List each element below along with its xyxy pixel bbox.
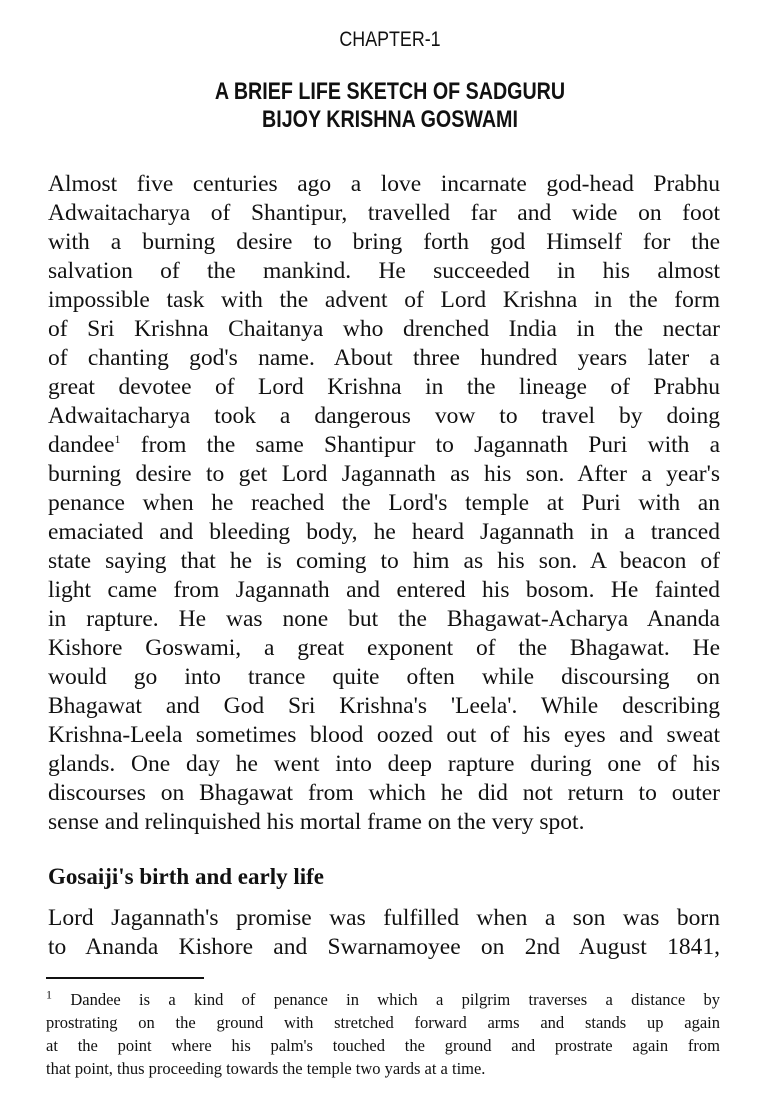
text-fragment: from the same Shantipur to Jagannath Puri with a xyxy=(140,432,721,458)
text-line: discourses on Bhagawat from which he did not return to outer xyxy=(48,780,720,806)
text-line: Krishna-Leela sometimes blood oozed out of his eyes and sweat xyxy=(48,722,720,748)
footnote-divider xyxy=(46,977,204,979)
text-line: burning desire to get Lord Jagannath as his son. After a year's xyxy=(48,461,720,487)
footnote-number: 1 xyxy=(46,987,52,1002)
text-line: to Ananda Kishore and Swarnamoyee on 2nd August 1841, xyxy=(48,934,720,960)
text-line: light came from Jagannath and entered his bosom. He fainted xyxy=(48,577,720,603)
chapter-label: CHAPTER-1 xyxy=(339,28,441,51)
text-line: Almost five centuries ago a love incarnate god-head Prabhu xyxy=(48,171,720,197)
text-line: Lord Jagannath's promise was fulfilled when a son was born xyxy=(48,905,720,931)
text-line: of Sri Krishna Chaitanya who drenched India in the nectar xyxy=(48,316,720,342)
text-line: state saying that he is coming to him as his son. A beacon of xyxy=(48,548,720,574)
title-line: A BRIEF LIFE SKETCH OF SADGURU xyxy=(214,78,566,105)
text-line: Bhagawat and God Sri Krishna's 'Leela'. While describing xyxy=(48,693,720,719)
text-line: emaciated and bleeding body, he heard Jagannath in a tranced xyxy=(48,519,720,545)
text-line: salvation of the mankind. He succeeded in his almost xyxy=(48,258,720,284)
chapter-title xyxy=(70,78,710,134)
title-line: BIJOY KRISHNA GOSWAMI xyxy=(262,106,518,133)
text-line xyxy=(48,431,720,460)
text-line: sense and relinquished his mortal frame on the very spot. xyxy=(48,809,585,835)
text-line: of chanting god's name. About three hundred years later a xyxy=(48,345,720,371)
footnote-marker[interactable]: 1 xyxy=(114,432,121,447)
text-line: great devotee of Lord Krishna in the lineage of Prabhu xyxy=(48,374,720,400)
text-line: Adwaitacharya of Shantipur, travelled far and wide on foot xyxy=(48,200,720,226)
text-line: Kishore Goswami, a great exponent of the Bhagawat. He xyxy=(48,635,720,661)
text-fragment: dandee xyxy=(48,432,115,458)
footnote-line: at the point where his palm's touched the ground and prostrate again from xyxy=(46,1036,720,1055)
footnote-line xyxy=(46,988,720,1011)
paragraph-2 xyxy=(48,904,720,962)
footnote-line: that point, thus proceeding towards the temple two yards at a time. xyxy=(46,1059,486,1078)
paragraph-1 xyxy=(48,170,720,837)
text-line: in rapture. He was none but the Bhagawat-Acharya Ananda xyxy=(48,606,720,632)
text-line: Adwaitacharya took a dangerous vow to travel by doing xyxy=(48,403,720,429)
text-line: impossible task with the advent of Lord Krishna in the form xyxy=(48,287,720,313)
text-fragment: Dandee is a kind of penance in which a pilgrim traverses a distance by xyxy=(70,990,720,1009)
text-line: penance when he reached the Lord's temple at Puri with an xyxy=(48,490,720,516)
section-heading: Gosaiji's birth and early life xyxy=(48,864,324,889)
text-line: glands. One day he went into deep rapture during one of his xyxy=(48,751,720,777)
text-line: would go into trance quite often while discoursing on xyxy=(48,664,720,690)
footnote-line: prostrating on the ground with stretched forward arms and stands up again xyxy=(46,1013,720,1032)
text-line: with a burning desire to bring forth god Himself for the xyxy=(48,229,720,255)
footnote xyxy=(46,988,720,1080)
